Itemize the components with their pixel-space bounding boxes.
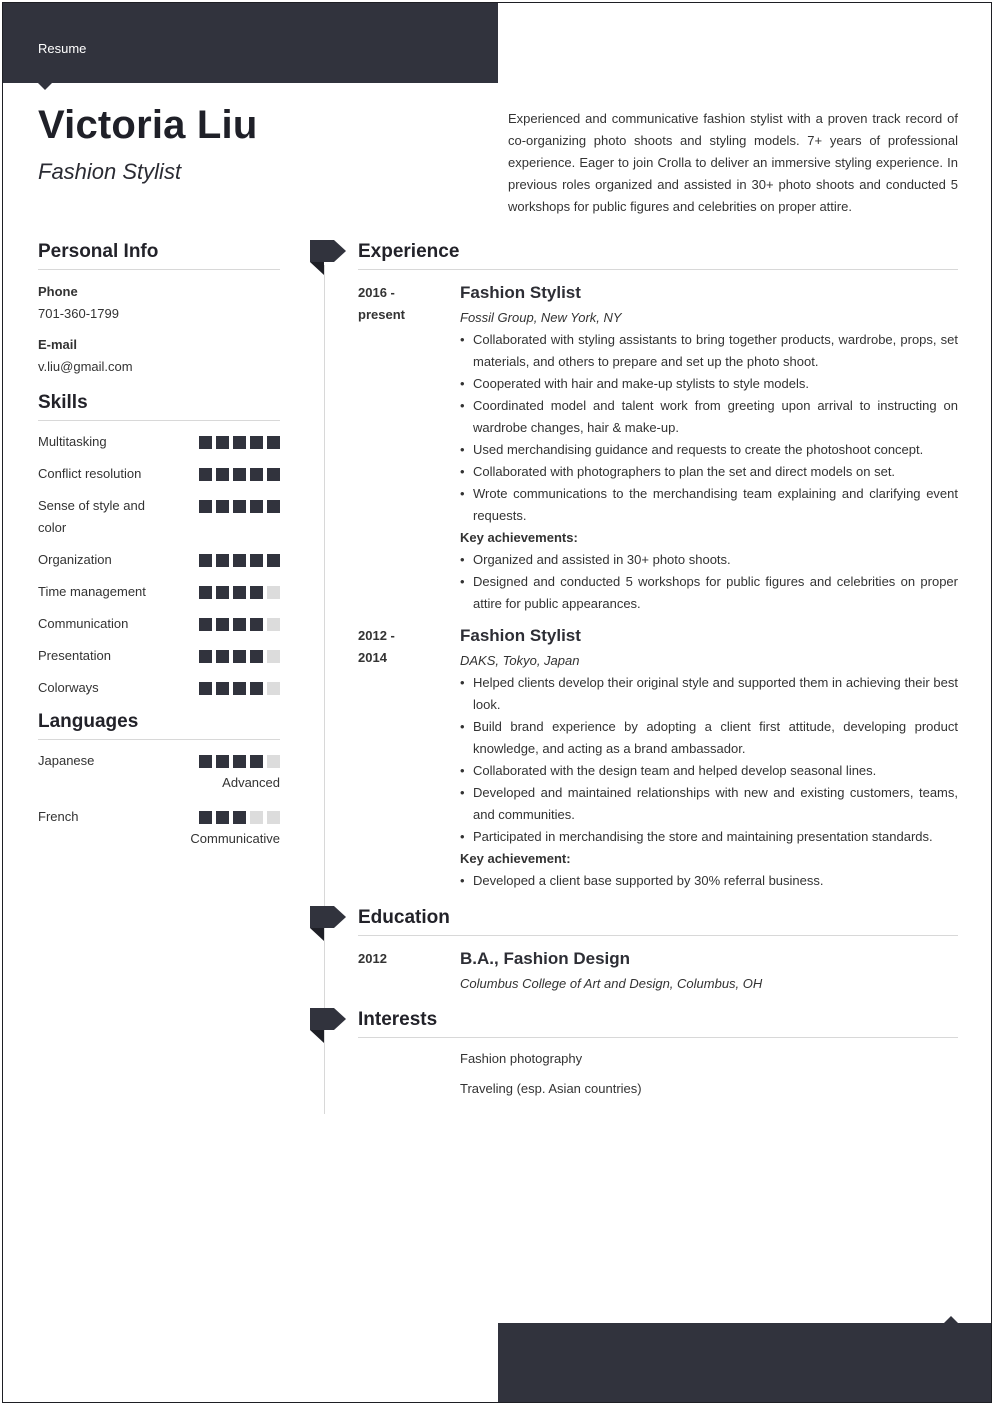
- bullet-item: • Collaborated with photographers to plan the set and direct models on set.: [460, 461, 958, 483]
- rating-dot-filled: [199, 554, 212, 567]
- rating-dots: [199, 463, 280, 481]
- interests-heading: Interests: [358, 1009, 958, 1038]
- experience-entry: [358, 625, 958, 892]
- rating-dot-filled: [233, 468, 246, 481]
- rating-dot-filled: [250, 586, 263, 599]
- education-heading: Education: [358, 907, 958, 936]
- rating-dot-filled: [216, 500, 229, 513]
- rating-dot-empty: [267, 618, 280, 631]
- responsibilities-list: [460, 329, 958, 527]
- interest-item: Fashion photography: [460, 1051, 583, 1066]
- language-level: Advanced: [222, 775, 280, 790]
- rating-dot-filled: [233, 586, 246, 599]
- achievements-list: [460, 870, 958, 892]
- rating-dots: [199, 750, 280, 768]
- rating-dots: [199, 495, 280, 513]
- rating-dot-filled: [233, 436, 246, 449]
- skill-row: [38, 431, 280, 453]
- rating-dot-filled: [267, 554, 280, 567]
- rating-dot-filled: [216, 755, 229, 768]
- skill-row: [38, 645, 280, 667]
- bullet-item: • Cooperated with hair and make-up stylists to style models.: [460, 373, 958, 395]
- experience-entry: [358, 282, 958, 615]
- rating-dot-filled: [233, 682, 246, 695]
- rating-dot-filled: [216, 554, 229, 567]
- language-name: Japanese: [38, 753, 95, 768]
- skill-name: Organization: [38, 552, 112, 567]
- rating-dot-filled: [199, 755, 212, 768]
- achievement-item: • Organized and assisted in 30+ photo shoots.: [460, 549, 958, 571]
- bullet-item: • Developed and maintained relationships with new and existing customers, teams, and communities.: [460, 782, 958, 826]
- date-start: 2012 -: [358, 628, 395, 643]
- rating-dot-filled: [216, 586, 229, 599]
- skills-heading: Skills: [38, 392, 280, 421]
- email-value: v.liu@gmail.com: [38, 359, 133, 374]
- rating-dot-filled: [233, 500, 246, 513]
- skills-list: [38, 431, 280, 699]
- bullet-item: • Wrote communications to the merchandising team explaining and clarifying event requests.: [460, 483, 958, 527]
- rating-dot-filled: [250, 500, 263, 513]
- personal-info-section: [38, 241, 280, 376]
- date-end: present: [358, 307, 405, 322]
- rating-dot-filled: [199, 650, 212, 663]
- skill-row: [38, 495, 280, 539]
- languages-heading: Languages: [38, 711, 280, 740]
- rating-dot-filled: [250, 436, 263, 449]
- rating-dot-filled: [216, 618, 229, 631]
- bullet-item: • Participated in merchandising the store and maintaining presentation standards.: [460, 826, 958, 848]
- rating-dot-filled: [267, 500, 280, 513]
- flag-icon: [310, 1008, 347, 1045]
- language-item: [38, 750, 280, 792]
- rating-dot-filled: [199, 500, 212, 513]
- rating-dot-filled: [199, 436, 212, 449]
- skill-name: Sense of style and color: [38, 498, 145, 535]
- interests-section: [358, 1009, 958, 1098]
- timeline-line: [324, 265, 325, 1114]
- flag-icon: [310, 240, 347, 277]
- rating-dot-filled: [233, 554, 246, 567]
- rating-dots: [199, 431, 280, 449]
- rating-dots: [199, 613, 280, 631]
- rating-dot-empty: [267, 650, 280, 663]
- rating-dot-filled: [199, 586, 212, 599]
- flag-icon: [310, 906, 347, 943]
- left-column: [38, 241, 280, 862]
- education-date: 2012: [358, 951, 387, 966]
- skill-name: Communication: [38, 616, 129, 631]
- bullet-item: • Collaborated with styling assistants to bring together products, wardrobe, props, set materials, and others to prepare and set up the photo shoot.: [460, 329, 958, 373]
- rating-dot-filled: [250, 468, 263, 481]
- skill-row: [38, 677, 280, 699]
- summary-text: Experienced and communicative fashion stylist with a proven track record of co-organizing photo shoots and styling models. 7+ years of professional experience. Eager to join Crolla to deliver an immersive styling experience. In previous roles organized and assisted in 30+ photo shoots and conducted 5 workshops for public figures and celebrities on proper attire.: [508, 111, 958, 214]
- experience-body: [460, 282, 958, 615]
- education-degree: B.A., Fashion Design: [460, 949, 631, 968]
- rating-dot-filled: [250, 650, 263, 663]
- rating-dot-filled: [267, 436, 280, 449]
- responsibilities-list: [460, 672, 958, 848]
- rating-dot-filled: [267, 468, 280, 481]
- email-label: E-mail: [38, 337, 78, 352]
- languages-section: [38, 711, 280, 848]
- language-name: French: [38, 809, 79, 824]
- rating-dot-filled: [216, 682, 229, 695]
- rating-dot-filled: [199, 682, 212, 695]
- experience-list: [358, 282, 958, 892]
- bullet-item: • Build brand experience by adopting a client first attitude, developing product knowledge, and acting as a brand ambassador.: [460, 716, 958, 760]
- education-school: Columbus College of Art and Design, Columbus, OH: [460, 976, 763, 991]
- bullet-item: • Coordinated model and talent work from greeting upon arrival to instructing on wardrobe changes, hair & make-up.: [460, 395, 958, 439]
- experience-heading: Experience: [358, 241, 958, 270]
- date-end: 2014: [358, 650, 387, 665]
- bullet-item: • Collaborated with the design team and helped develop seasonal lines.: [460, 760, 958, 782]
- experience-date: [358, 282, 460, 615]
- skill-name: Conflict resolution: [38, 466, 142, 481]
- rating-dots: [199, 677, 280, 695]
- rating-dot-filled: [250, 618, 263, 631]
- key-achievements-label: Key achievement:: [460, 851, 571, 866]
- rating-dots: [199, 549, 280, 567]
- skill-row: [38, 581, 280, 603]
- resume-page: [2, 2, 992, 1403]
- languages-list: [38, 750, 280, 848]
- candidate-title: Fashion Stylist: [38, 159, 182, 184]
- rating-dot-filled: [233, 618, 246, 631]
- education-section: [358, 907, 958, 995]
- phone-label: Phone: [38, 284, 78, 299]
- rating-dot-filled: [199, 811, 212, 824]
- experience-section: [358, 241, 958, 892]
- header-notch-decoration: [38, 83, 52, 90]
- candidate-name: Victoria Liu: [38, 103, 258, 147]
- footer-band: [498, 1323, 992, 1403]
- language-row: [38, 750, 280, 772]
- job-role: Fashion Stylist: [460, 626, 581, 645]
- rating-dot-empty: [267, 682, 280, 695]
- interest-item: Traveling (esp. Asian countries): [460, 1081, 642, 1096]
- bullet-item: • Helped clients develop their original style and supported them in achieving their best look.: [460, 672, 958, 716]
- language-level: Communicative: [190, 831, 280, 846]
- date-start: 2016 -: [358, 285, 395, 300]
- personal-info-heading: Personal Info: [38, 241, 280, 270]
- skill-row: [38, 613, 280, 635]
- rating-dots: [199, 806, 280, 824]
- rating-dot-empty: [267, 755, 280, 768]
- rating-dot-empty: [267, 811, 280, 824]
- phone-value: 701-360-1799: [38, 306, 119, 321]
- skill-name: Colorways: [38, 680, 99, 695]
- rating-dot-filled: [250, 755, 263, 768]
- bullet-item: • Used merchandising guidance and requests to create the photoshoot concept.: [460, 439, 958, 461]
- language-item: [38, 806, 280, 848]
- skills-section: [38, 392, 280, 699]
- job-company: Fossil Group, New York, NY: [460, 310, 622, 325]
- footer-notch-decoration: [944, 1316, 958, 1323]
- rating-dot-filled: [233, 811, 246, 824]
- resume-label: Resume: [38, 41, 87, 56]
- achievements-list: [460, 549, 958, 615]
- rating-dot-filled: [216, 468, 229, 481]
- rating-dot-filled: [233, 650, 246, 663]
- rating-dot-filled: [216, 811, 229, 824]
- achievement-item: • Developed a client base supported by 30% referral business.: [460, 870, 958, 892]
- education-entry: [358, 948, 958, 995]
- rating-dot-empty: [250, 811, 263, 824]
- rating-dots: [199, 581, 280, 599]
- achievement-item: • Designed and conducted 5 workshops for public figures and celebrities on proper attire for public appearances.: [460, 571, 958, 615]
- header-band: [3, 3, 498, 83]
- rating-dot-filled: [250, 554, 263, 567]
- rating-dot-filled: [233, 755, 246, 768]
- skill-row: [38, 549, 280, 571]
- skill-name: Time management: [38, 584, 146, 599]
- rating-dot-filled: [216, 650, 229, 663]
- skill-name: Presentation: [38, 648, 111, 663]
- key-achievements-label: Key achievements:: [460, 530, 578, 545]
- rating-dots: [199, 645, 280, 663]
- language-row: [38, 806, 280, 828]
- experience-body: [460, 625, 958, 892]
- rating-dot-filled: [250, 682, 263, 695]
- job-company: DAKS, Tokyo, Japan: [460, 653, 580, 668]
- skill-name: Multitasking: [38, 434, 107, 449]
- skill-row: [38, 463, 280, 485]
- rating-dot-filled: [216, 436, 229, 449]
- rating-dot-empty: [267, 586, 280, 599]
- job-role: Fashion Stylist: [460, 283, 581, 302]
- experience-date: [358, 625, 460, 892]
- rating-dot-filled: [199, 468, 212, 481]
- rating-dot-filled: [199, 618, 212, 631]
